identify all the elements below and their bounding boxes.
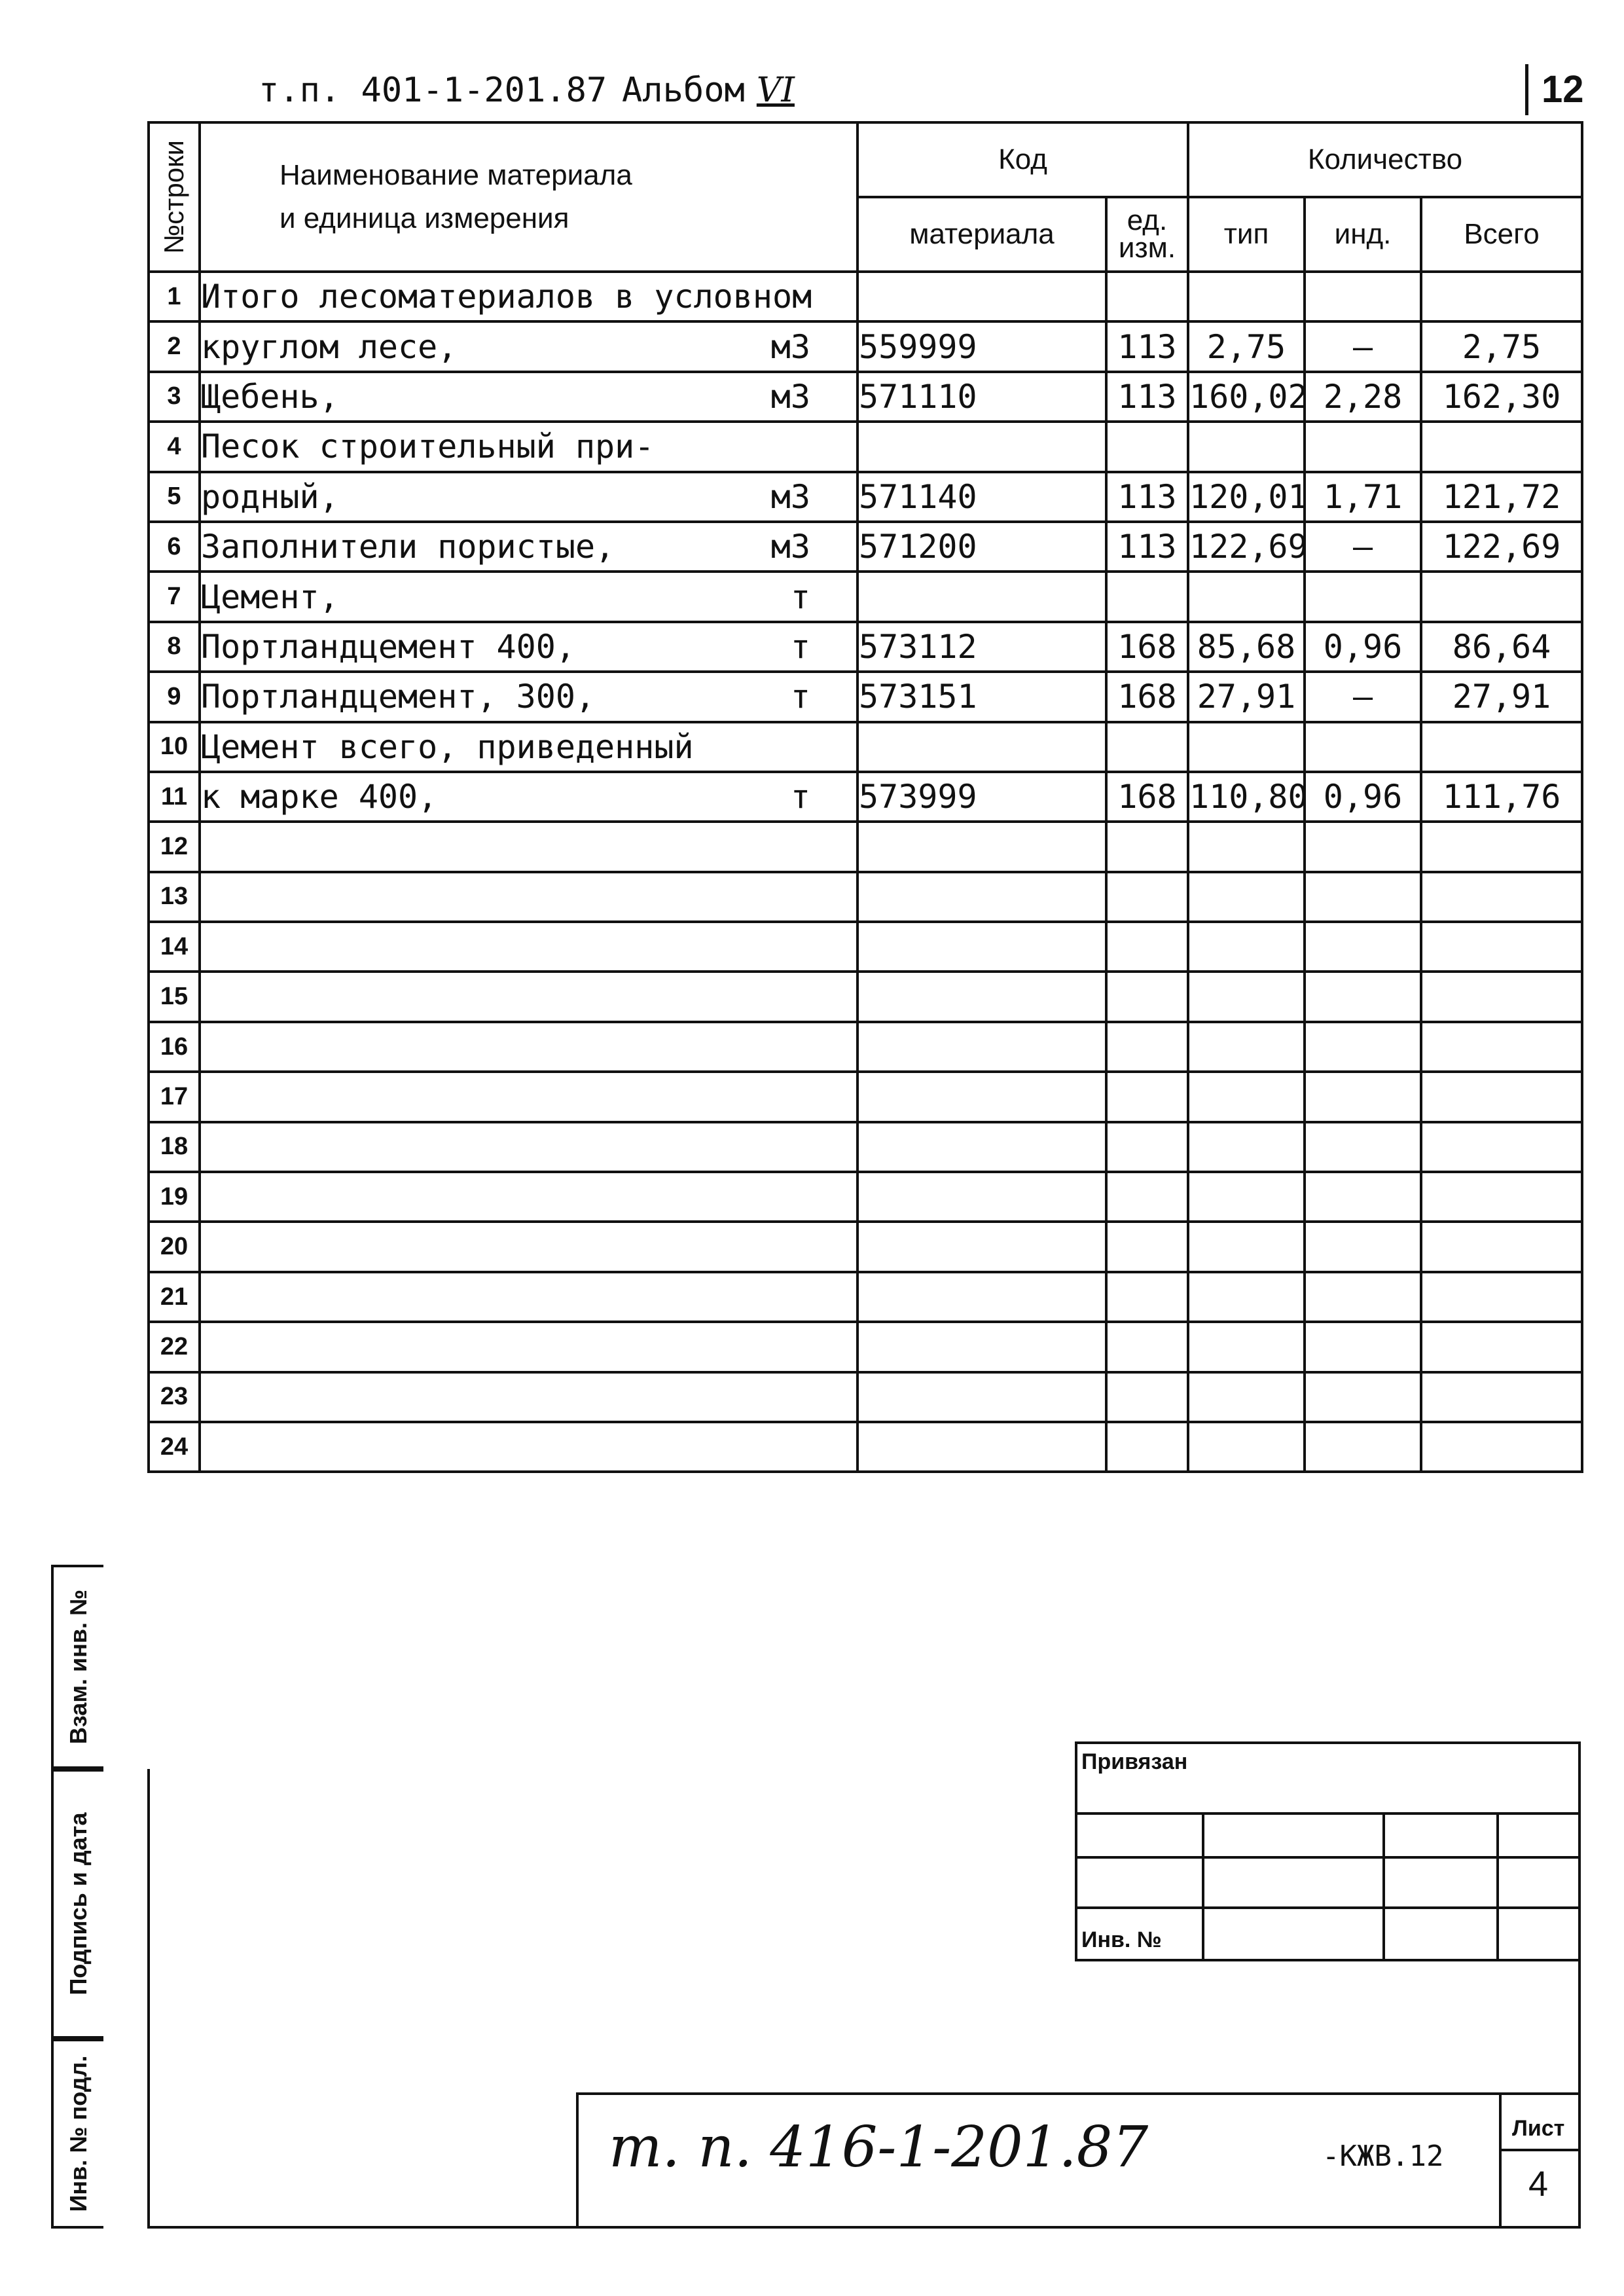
quantity-ind (1305, 872, 1421, 922)
row-number: 14 (149, 922, 200, 972)
header-code-group: Код (857, 122, 1188, 197)
album-reference (622, 71, 795, 110)
quantity-tip (1188, 1222, 1305, 1271)
table-row (149, 472, 1582, 522)
material-unit: т (790, 678, 810, 716)
row-number: 4 (149, 422, 200, 471)
quantity-tip (1188, 972, 1305, 1021)
margin-replaces-inventory: Взам. инв. № (51, 1565, 103, 1769)
table-row (149, 1272, 1582, 1322)
quantity-tip (1188, 572, 1305, 621)
material-name: Песок строительный при- (201, 428, 655, 466)
quantity-ind: 0,96 (1305, 622, 1421, 672)
material-code (857, 822, 1106, 871)
material-name-cell (200, 422, 857, 471)
header-material-name (200, 122, 857, 272)
quantity-ind (1305, 272, 1421, 321)
material-code (857, 272, 1106, 321)
quantity-total (1421, 972, 1582, 1021)
unit-code (1106, 272, 1188, 321)
row-number: 9 (149, 672, 200, 721)
quantity-total (1421, 1122, 1582, 1172)
materials-table (147, 121, 1583, 1473)
header-row-number: №строки (149, 122, 200, 272)
quantity-tip (1188, 922, 1305, 972)
quantity-total (1421, 572, 1582, 621)
quantity-total (1421, 1222, 1582, 1271)
row-number: 12 (149, 822, 200, 871)
quantity-total (1421, 1272, 1582, 1322)
row-number: 24 (149, 1422, 200, 1472)
quantity-tip: 27,91 (1188, 672, 1305, 721)
material-code: 571110 (857, 372, 1106, 422)
material-name-cell (200, 722, 857, 772)
quantity-tip (1188, 1122, 1305, 1172)
row-number: 13 (149, 872, 200, 922)
quantity-tip (1188, 872, 1305, 922)
quantity-ind (1305, 1322, 1421, 1372)
material-code: 571140 (857, 472, 1106, 522)
quantity-total (1421, 1422, 1582, 1472)
material-name: родный, (201, 477, 339, 516)
table-row (149, 922, 1582, 972)
unit-code (1106, 1122, 1188, 1172)
unit-code (1106, 1222, 1188, 1271)
quantity-total (1421, 922, 1582, 972)
unit-code (1106, 1372, 1188, 1422)
table-row (149, 422, 1582, 471)
quantity-tip: 160,02 (1188, 372, 1305, 422)
table-row (149, 272, 1582, 321)
header-quantity-group: Количество (1188, 122, 1582, 197)
material-unit: т (790, 627, 810, 666)
table-row (149, 672, 1582, 721)
table-row (149, 722, 1582, 772)
table-row (149, 1372, 1582, 1422)
title-block-rule (1075, 1906, 1581, 1909)
row-number: 11 (149, 772, 200, 822)
unit-code (1106, 822, 1188, 871)
header-code-unit: ед. изм. (1106, 197, 1188, 272)
material-name: Цемент, (201, 577, 339, 616)
row-number: 2 (149, 321, 200, 371)
quantity-total (1421, 1072, 1582, 1121)
table-row (149, 1172, 1582, 1222)
table-row (149, 522, 1582, 572)
row-number: 17 (149, 1072, 200, 1121)
title-block-inventory-label: Инв. № (1081, 1927, 1162, 1952)
table-row (149, 772, 1582, 822)
material-code (857, 872, 1106, 922)
header-name-line2: и единица измерения (280, 202, 569, 234)
unit-code (1106, 1272, 1188, 1322)
header-name-line1: Наименование материала (280, 159, 632, 191)
unit-code (1106, 722, 1188, 772)
album-number: VI (756, 71, 795, 110)
title-block-grid-column (1202, 1812, 1385, 1961)
row-number: 19 (149, 1172, 200, 1222)
quantity-tip: 110,80 (1188, 772, 1305, 822)
row-number: 15 (149, 972, 200, 1021)
table-row (149, 1072, 1582, 1121)
quantity-ind (1305, 1222, 1421, 1271)
header-qty-tip: тип (1188, 197, 1305, 272)
material-code (857, 1322, 1106, 1372)
title-block-rule (1075, 1856, 1581, 1859)
material-name-cell (200, 922, 857, 972)
material-code: 573151 (857, 672, 1106, 721)
table-row (149, 972, 1582, 1021)
quantity-tip: 2,75 (1188, 321, 1305, 371)
material-code (857, 972, 1106, 1021)
quantity-tip (1188, 1372, 1305, 1422)
table-row (149, 372, 1582, 422)
material-name-cell (200, 672, 857, 721)
row-number: 5 (149, 472, 200, 522)
row-number: 23 (149, 1372, 200, 1422)
quantity-ind (1305, 1022, 1421, 1072)
material-name: Заполнители пористые, (201, 528, 615, 566)
quantity-ind (1305, 1172, 1421, 1222)
quantity-total (1421, 272, 1582, 321)
material-name-cell (200, 272, 857, 321)
material-name-cell (200, 822, 857, 871)
quantity-total (1421, 422, 1582, 471)
material-code: 573112 (857, 622, 1106, 672)
album-label: Альбом (622, 71, 745, 110)
table-row (149, 822, 1582, 871)
quantity-total: 86,64 (1421, 622, 1582, 672)
quantity-total (1421, 722, 1582, 772)
material-name-cell (200, 321, 857, 371)
row-number: 18 (149, 1122, 200, 1172)
quantity-ind (1305, 922, 1421, 972)
material-code (857, 1372, 1106, 1422)
table-row (149, 1122, 1582, 1172)
material-name-cell (200, 572, 857, 621)
quantity-ind (1305, 1272, 1421, 1322)
quantity-tip (1188, 722, 1305, 772)
quantity-ind: 2,28 (1305, 372, 1421, 422)
quantity-ind: – (1305, 321, 1421, 371)
material-code: 559999 (857, 321, 1106, 371)
material-name-cell (200, 1272, 857, 1322)
material-code (857, 422, 1106, 471)
quantity-ind: – (1305, 522, 1421, 572)
row-number: 20 (149, 1222, 200, 1271)
material-name: к марке 400, (201, 778, 438, 816)
unit-code: 113 (1106, 321, 1188, 371)
quantity-tip (1188, 822, 1305, 871)
material-unit: т (790, 778, 810, 816)
unit-code (1106, 1422, 1188, 1472)
quantity-ind (1305, 972, 1421, 1021)
quantity-total (1421, 872, 1582, 922)
material-name: Портландцемент 400, (201, 627, 575, 666)
margin-original-inventory: Инв. № подл. (51, 2039, 103, 2229)
header-qty-total: Всего (1421, 197, 1582, 272)
material-unit: м3 (770, 327, 810, 366)
table-row (149, 1422, 1582, 1472)
quantity-ind (1305, 722, 1421, 772)
material-name: Портландцемент, 300, (201, 678, 596, 716)
quantity-total: 121,72 (1421, 472, 1582, 522)
material-code (857, 1172, 1106, 1222)
quantity-total: 122,69 (1421, 522, 1582, 572)
unit-code (1106, 972, 1188, 1021)
quantity-total: 2,75 (1421, 321, 1582, 371)
material-name-cell (200, 1122, 857, 1172)
material-name: Щебень, (201, 377, 339, 416)
unit-code: 113 (1106, 472, 1188, 522)
quantity-tip (1188, 1172, 1305, 1222)
material-code (857, 1272, 1106, 1322)
material-code (857, 1022, 1106, 1072)
quantity-total (1421, 1022, 1582, 1072)
material-code (857, 572, 1106, 621)
quantity-total: 27,91 (1421, 672, 1582, 721)
quantity-tip (1188, 1322, 1305, 1372)
row-number: 6 (149, 522, 200, 572)
title-block-sheet-rule (1499, 2149, 1581, 2151)
material-code: 573999 (857, 772, 1106, 822)
table-row (149, 1222, 1582, 1271)
quantity-tip: 120,01 (1188, 472, 1305, 522)
unit-code (1106, 1022, 1188, 1072)
quantity-tip (1188, 422, 1305, 471)
unit-code: 168 (1106, 772, 1188, 822)
title-block-linked-label: Привязан (1081, 1749, 1188, 1774)
material-name: Цемент всего, приведенный (201, 727, 694, 766)
unit-code (1106, 1172, 1188, 1222)
quantity-ind (1305, 1372, 1421, 1422)
quantity-total: 111,76 (1421, 772, 1582, 822)
material-unit: т (790, 577, 810, 616)
page-number: 12 (1525, 64, 1584, 115)
quantity-total (1421, 1172, 1582, 1222)
material-name: круглом лесе, (201, 327, 458, 366)
quantity-ind (1305, 1422, 1421, 1472)
materials-table-frame (147, 121, 1581, 1473)
quantity-ind: 0,96 (1305, 772, 1421, 822)
material-code: 571200 (857, 522, 1106, 572)
material-code (857, 922, 1106, 972)
row-number: 10 (149, 722, 200, 772)
margin-signature-date: Подпись и дата (51, 1769, 103, 2039)
material-name-cell (200, 1222, 857, 1271)
quantity-ind (1305, 1122, 1421, 1172)
material-name: Итого лесоматериалов в условном (201, 278, 812, 316)
material-unit: м3 (770, 528, 810, 566)
material-name-cell (200, 372, 857, 422)
table-row (149, 1022, 1582, 1072)
table-row (149, 872, 1582, 922)
row-number: 7 (149, 572, 200, 621)
table-row (149, 1322, 1582, 1372)
material-name-cell (200, 1072, 857, 1121)
unit-code: 113 (1106, 522, 1188, 572)
unit-code (1106, 922, 1188, 972)
quantity-tip (1188, 1072, 1305, 1121)
row-number: 21 (149, 1272, 200, 1322)
header-code-material: материала (857, 197, 1106, 272)
document-reference: т.п. 401-1-201.87 (259, 71, 607, 110)
unit-code (1106, 422, 1188, 471)
row-number: 16 (149, 1022, 200, 1072)
material-name-cell (200, 622, 857, 672)
unit-code (1106, 1322, 1188, 1372)
quantity-total (1421, 1322, 1582, 1372)
unit-code: 168 (1106, 622, 1188, 672)
material-unit: м3 (770, 377, 810, 416)
title-block-sheet-code: -КЖВ.12 (1322, 2140, 1444, 2173)
quantity-ind: 1,71 (1305, 472, 1421, 522)
material-code (857, 1122, 1106, 1172)
header-qty-ind: инд. (1305, 197, 1421, 272)
unit-code: 113 (1106, 372, 1188, 422)
title-block-sheet-label: Лист (1512, 2116, 1565, 2141)
material-name-cell (200, 872, 857, 922)
material-name-cell (200, 472, 857, 522)
quantity-tip: 85,68 (1188, 622, 1305, 672)
material-name-cell (200, 1172, 857, 1222)
material-name-cell (200, 772, 857, 822)
material-name-cell (200, 1022, 857, 1072)
table-row (149, 321, 1582, 371)
title-block-grid-column-right (1496, 1812, 1581, 1961)
quantity-total: 162,30 (1421, 372, 1582, 422)
quantity-tip (1188, 1272, 1305, 1322)
material-code (857, 1422, 1106, 1472)
row-number: 22 (149, 1322, 200, 1372)
title-block-document-designation: т. п. 416-1-201.87 (609, 2115, 1149, 2180)
material-name-cell (200, 1322, 857, 1372)
material-code (857, 722, 1106, 772)
unit-code: 168 (1106, 672, 1188, 721)
material-name-cell (200, 1422, 857, 1472)
unit-code (1106, 1072, 1188, 1121)
quantity-ind (1305, 422, 1421, 471)
quantity-ind: – (1305, 672, 1421, 721)
table-row (149, 572, 1582, 621)
quantity-tip (1188, 1422, 1305, 1472)
quantity-tip (1188, 1022, 1305, 1072)
title-block-sheet-cell (1499, 2092, 1581, 2229)
material-code (857, 1072, 1106, 1121)
row-number: 8 (149, 622, 200, 672)
quantity-tip (1188, 272, 1305, 321)
quantity-total (1421, 1372, 1582, 1422)
quantity-total (1421, 822, 1582, 871)
quantity-ind (1305, 1072, 1421, 1121)
unit-code (1106, 872, 1188, 922)
quantity-ind (1305, 572, 1421, 621)
quantity-ind (1305, 822, 1421, 871)
material-name-cell (200, 1372, 857, 1422)
material-name-cell (200, 972, 857, 1021)
table-row (149, 622, 1582, 672)
material-unit: м3 (770, 477, 810, 516)
row-number: 1 (149, 272, 200, 321)
unit-code (1106, 572, 1188, 621)
title-block-sheet-number: 4 (1528, 2164, 1549, 2204)
material-name-cell (200, 522, 857, 572)
row-number: 3 (149, 372, 200, 422)
quantity-tip: 122,69 (1188, 522, 1305, 572)
material-code (857, 1222, 1106, 1271)
